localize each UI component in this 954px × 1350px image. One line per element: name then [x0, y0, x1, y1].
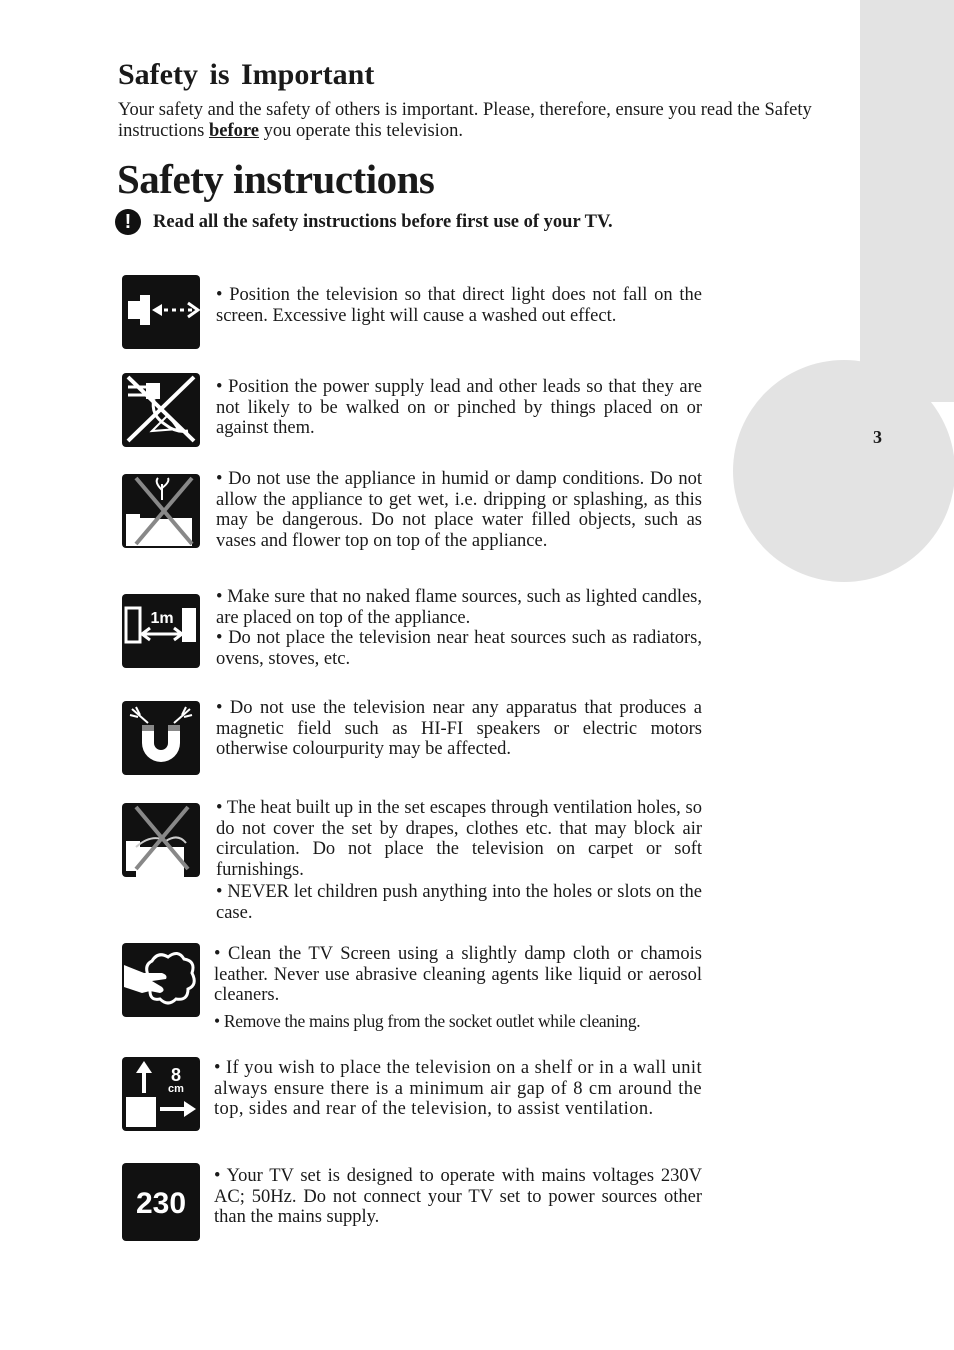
distance-label: 1m: [150, 610, 174, 627]
heat-distance-1m-icon: [122, 594, 200, 668]
safety-item-text: [216, 798, 702, 924]
page-number: 3: [873, 427, 882, 447]
side-tab-strip: [860, 0, 954, 402]
safety-item-paragraph: • The heat built up in the set escapes through ventilation holes, so do not cover the set by drapes, clothes etc. that may block air circulation. Do not place the television on carpet or soft furnishings.: [216, 798, 702, 880]
page-title: Safety is Important: [118, 58, 375, 91]
exclamation-icon: !: [115, 209, 141, 235]
page-number-circle: [733, 360, 954, 582]
safety-item-paragraph: • Position the television so that direct light does not fall on the screen. Excessive light will cause a washed out effect.: [216, 285, 702, 326]
safety-item-paragraph: • If you wish to place the television on a shelf or in a wall unit always ensure there is a minimum air gap of 8 cm around the top, sides and rear of the television, to assist ventilation.: [214, 1058, 702, 1120]
safety-item-text: [216, 587, 702, 669]
intro-text-1: Your safety and the safety of others is important. Please, therefore, ensure you read the Safety instructions: [118, 100, 812, 141]
no-cover-ventilation-icon: [122, 803, 200, 877]
safety-item-text: [214, 944, 702, 1031]
gap-label: 8: [170, 1065, 182, 1085]
safety-item-paragraph: • Clean the TV Screen using a slightly damp cloth or chamois leather. Never use abrasive cleaning agents like liquid or aerosol cleaners.: [214, 944, 702, 1006]
safety-item-text: [216, 285, 702, 326]
gap-unit-label: cm: [168, 1083, 184, 1095]
safety-item-paragraph: • NEVER let children push anything into the holes or slots on the case.: [216, 882, 702, 923]
no-water-vase-icon: [122, 474, 200, 548]
intro-paragraph: [118, 100, 818, 142]
warning-text: Read all the safety instructions before first use of your TV.: [153, 211, 613, 232]
intro-text-2: you operate this television.: [258, 121, 463, 141]
magnet-icon: [122, 701, 200, 775]
safety-item-text: [214, 1058, 702, 1120]
safety-item-text: [216, 377, 702, 439]
voltage-label: 230: [135, 1187, 187, 1220]
safety-item-text: [214, 1166, 702, 1228]
safety-item-text: [216, 698, 702, 760]
cleaning-cloth-icon: [122, 943, 200, 1017]
safety-item-paragraph: • Do not use the appliance in humid or damp conditions. Do not allow the appliance to get wet, i.e. dripping or splashing, as this may be dangerous. Do not place water filled objects, such as vases and flower top on top of the appliance.: [216, 469, 702, 551]
direct-light-icon: [122, 275, 200, 349]
air-gap-8cm-icon: [122, 1057, 200, 1131]
safety-item-text: [216, 469, 702, 551]
mains-voltage-230-icon: [122, 1163, 200, 1237]
safety-item-paragraph: • Do not use the television near any apparatus that produces a magnetic field such as HI-FI speakers or electric motors otherwise colourpurity may be affected.: [216, 698, 702, 760]
section-title: Safety instructions: [117, 156, 435, 202]
warning-note: [115, 209, 613, 235]
intro-emphasis: before: [208, 121, 259, 141]
safety-item-paragraph: • Position the power supply lead and other leads so that they are not likely to be walked on or pinched by things placed on or against them.: [216, 377, 702, 439]
safety-item-paragraph: • Make sure that no naked flame sources, such as lighted candles, are placed on top of the appliance.: [216, 587, 702, 628]
safety-item-paragraph: • Remove the mains plug from the socket outlet while cleaning.: [214, 1010, 641, 1031]
no-pinched-cable-icon: [122, 373, 200, 447]
safety-item-paragraph: • Your TV set is designed to operate with mains voltages 230V AC; 50Hz. Do not connect your TV set to power sources other than the mains supply.: [214, 1166, 702, 1228]
safety-item-paragraph: • Do not place the television near heat sources such as radiators, ovens, stoves, etc.: [216, 628, 702, 669]
